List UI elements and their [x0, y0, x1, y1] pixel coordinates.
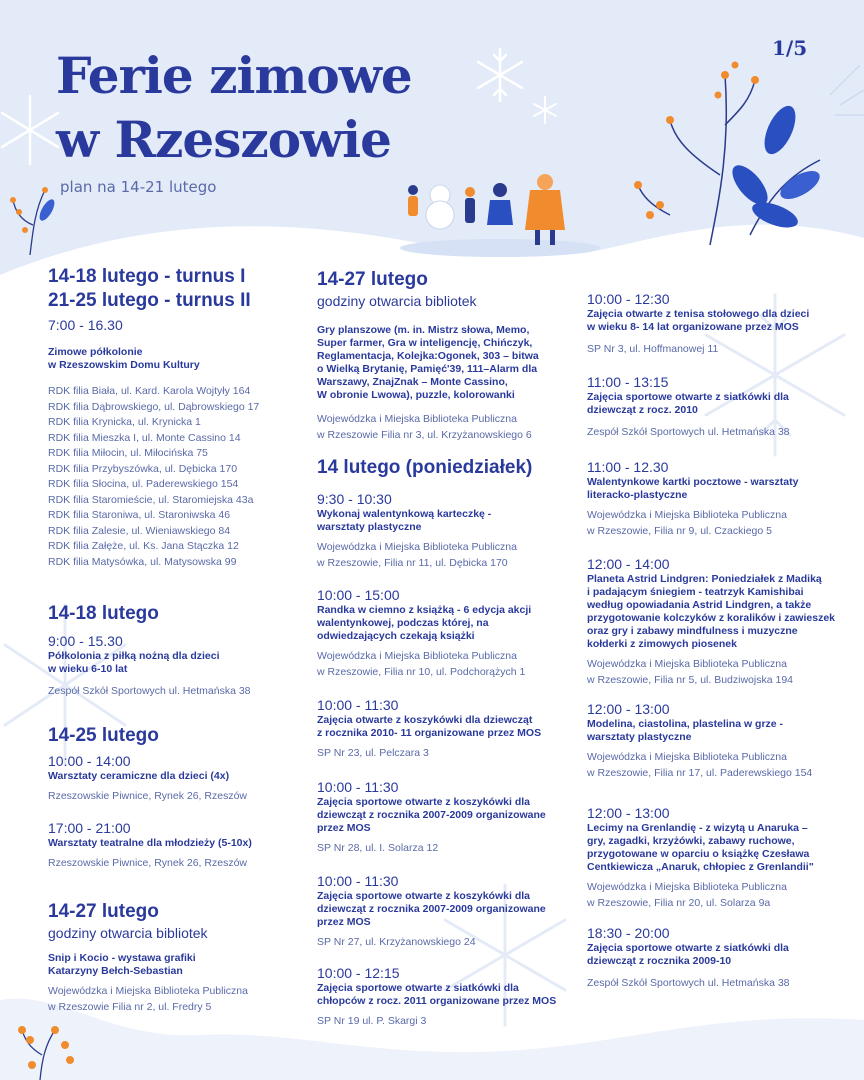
snowflake-icon [530, 95, 560, 125]
winter-plant-icon [630, 55, 864, 255]
section-heading: 14 lutego (poniedziałek) [317, 457, 533, 478]
event-title: Warszawy, ZnajZnak – Monte Cassino, [317, 376, 508, 388]
event-title: według opowiadania Astrid Lindgren, a także [587, 599, 812, 611]
event-time: 11:00 - 13:15 [587, 374, 669, 390]
event-title: przez MOS [317, 916, 371, 928]
event-title: przez MOS [317, 822, 371, 834]
event-title: Gry planszowe (m. in. Mistrz słowa, Memo, [317, 324, 530, 336]
venue-list [48, 384, 298, 570]
event-title: Zajęcia sportowe otwarte z koszykówki dla [317, 890, 530, 902]
event-title: dziewcząt z rocznika 2007-2009 organizowane [317, 809, 546, 821]
snowflake-icon [0, 90, 60, 170]
event-block [587, 555, 847, 688]
event-time: 9:00 - 15.30 [48, 633, 123, 649]
event-block [587, 373, 847, 441]
event-time: 9:30 - 10:30 [317, 491, 392, 507]
event-title: i padającym śniegiem - teatrzyk Kamishibai [587, 586, 804, 598]
event-venue: Wojewódzka i Miejska Biblioteka Publiczna [587, 509, 787, 521]
event-title: Reglamentacja, Kolejka:Ogonek, 303 – bitwa [317, 350, 539, 362]
event-venue: w Rzeszowie, Filia nr 9, ul. Czackiego 5 [587, 524, 772, 537]
event-title: Super farmer, Gra w inteligencję, Chińczyk, [317, 337, 533, 349]
event-venue: SP Nr 19 ul. P. Skargi 3 [317, 1015, 427, 1027]
event-title: Półkolonia z piłką nożną dla dzieci [48, 650, 220, 662]
event-time: 11:00 - 12.30 [587, 459, 669, 475]
event-title: literacko-plastyczne [587, 489, 688, 501]
event-title: warsztaty plastyczne [317, 521, 422, 533]
event-title: oraz gry i zabawy mindfulness i muzyczne [587, 625, 798, 637]
event-title: dziewcząt z rocz. 2010 [587, 404, 698, 416]
event-block [317, 490, 567, 571]
event-title: o Wielką Brytanię, Pamięć'39, 111–Alarm dla [317, 363, 538, 375]
section-heading: 14-27 lutego [317, 269, 428, 290]
event-block [317, 964, 567, 1030]
event-time: 7:00 - 16.30 [48, 317, 123, 333]
event-time: 12:00 - 13:00 [587, 805, 670, 821]
event-title: chłopców z rocz. 2011 organizowane przez MOS [317, 995, 557, 1007]
event-venue: Wojewódzka i Miejska Biblioteka Publiczna [48, 985, 248, 997]
event-title: Zimowe półkolonie [48, 346, 143, 358]
event-title: Zajęcia sportowe otwarte z siatkówki dla [587, 942, 789, 954]
event-block [317, 872, 567, 951]
event-venue: Wojewódzka i Miejska Biblioteka Publiczna [317, 650, 517, 662]
winter-plant-icon [5, 180, 60, 255]
event-title: Warsztaty ceramiczne dla dzieci (4x) [48, 770, 230, 782]
event-venue: Wojewódzka i Miejska Biblioteka Publiczna [587, 658, 787, 670]
event-block [587, 700, 847, 781]
event-title: kołderki z zimowych piosenek [587, 638, 737, 650]
event-time: 12:00 - 14:00 [587, 556, 670, 572]
event-title: Zajęcia sportowe otwarte z siatkówki dla [587, 391, 789, 403]
event-title: Centkiewicza „Anaruk, chłopiec z Grenlandii" [587, 861, 814, 873]
event-time: 17:00 - 21:00 [48, 819, 131, 836]
event-venue: SP Nr 3, ul. Hoffmanowej 11 [587, 343, 719, 355]
event-title: Warsztaty teatralne dla młodzieży (5-10x) [48, 836, 252, 849]
event-block [587, 458, 847, 539]
event-title: gry, zagadki, krzyżówki, zabawy ruchowe, [587, 835, 795, 847]
venue-item: RDK filia Słocina, ul. Paderewskiego 154 [48, 478, 239, 490]
event-title: Modelina, ciastolina, plastelina w grze - [587, 718, 784, 730]
section-subheading: godziny otwarcia bibliotek [48, 925, 208, 941]
event-venue: Wojewódzka i Miejska Biblioteka Publiczna [587, 881, 787, 893]
event-time: 10:00 - 15:00 [317, 587, 400, 603]
event-time: 10:00 - 12:30 [587, 291, 670, 307]
event-venue: w Rzeszowie, Filia nr 20, ul. Solarza 9a [587, 896, 771, 909]
event-venue: Rzeszowskie Piwnice, Rynek 26, Rzeszów [48, 856, 247, 869]
event-title: przygotowane w oparciu o książkę Czesława [587, 848, 810, 860]
event-block [587, 924, 847, 992]
event-title: Katarzyny Bełch-Sebastian [48, 965, 183, 977]
event-title: dziewcząt z rocznika 2009-10 [587, 955, 732, 967]
column-1-section-3 [48, 724, 298, 871]
snowflake-icon [470, 45, 530, 105]
title-line-1: Ferie zimowe [56, 46, 412, 105]
event-time: 10:00 - 11:30 [317, 697, 399, 713]
page-subtitle: plan na 14-21 lutego [60, 178, 217, 196]
event-title: odwiedzających czekają książki [317, 630, 475, 642]
winter-plant-icon [10, 1010, 80, 1080]
event-title: walentynkowej, podczas której, na [317, 617, 489, 629]
column-1-section-2 [48, 602, 298, 700]
event-venue: Wojewódzka i Miejska Biblioteka Publiczna [317, 541, 517, 553]
column-1 [48, 265, 298, 570]
event-venue: SP Nr 27, ul. Krzyżanowskiego 24 [317, 936, 476, 948]
event-title: Lecimy na Grenlandię - z wizytą u Anaruka – [587, 822, 808, 834]
event-venue: Wojewódzka i Miejska Biblioteka Publiczna [317, 413, 517, 425]
event-venue: w Rzeszowie, Filia nr 5, ul. Budziwojska 194 [587, 673, 794, 686]
venue-item: RDK filia Miłocin, ul. Miłocińska 75 [48, 447, 208, 459]
event-time: 18:30 - 20:00 [587, 925, 670, 941]
event-title: Walentynkowe kartki pocztowe - warsztaty [587, 476, 799, 488]
section-heading: 14-27 lutego [48, 901, 159, 922]
event-title: Randka w ciemno z książką - 6 edycja akcji [317, 604, 532, 616]
section-heading: 21-25 lutego - turnus II [48, 290, 251, 311]
venue-item: RDK filia Krynicka, ul. Krynicka 1 [48, 416, 201, 428]
event-block [587, 290, 847, 358]
event-title: Zajęcia otwarte z tenisa stołowego dla dzieci [587, 308, 810, 320]
section-heading: 14-25 lutego [48, 725, 159, 746]
venue-item: RDK filia Matysówka, ul. Matysowska 99 [48, 555, 237, 568]
event-title: w wieku 8- 14 lat organizowane przez MOS [587, 321, 799, 333]
event-title: z rocznika 2010- 11 organizowane przez MOS [317, 727, 542, 739]
event-venue: w Rzeszowie, Filia nr 10, ul. Podchorążych 1 [317, 665, 526, 678]
event-venue: Wojewódzka i Miejska Biblioteka Publiczna [587, 751, 787, 763]
title-line-2: w Rzeszowie [56, 110, 391, 169]
venue-item: RDK filia Załęże, ul. Ks. Jana Stączka 12 [48, 540, 239, 552]
event-time: 10:00 - 14:00 [48, 753, 131, 769]
event-venue: w Rzeszowie Filia nr 2, ul. Fredry 5 [48, 1000, 212, 1013]
event-title: Planeta Astrid Lindgren: Poniedziałek z Madiką [587, 573, 822, 585]
section-heading: 14-18 lutego [48, 603, 159, 624]
event-venue: Zespół Szkół Sportowych ul. Hetmańska 38 [48, 685, 251, 697]
event-title: przygotowanie kolczyków z koralików i zawieszek [587, 612, 835, 624]
event-venue: w Rzeszowie, Filia nr 17, ul. Paderewskiego 154 [587, 766, 813, 779]
venue-item: RDK filia Staroniwa, ul. Staroniwska 46 [48, 509, 231, 521]
event-venue: SP Nr 28, ul. I. Solarza 12 [317, 842, 439, 854]
event-venue: SP Nr 23, ul. Pelczara 3 [317, 747, 429, 759]
column-1-section-4 [48, 900, 298, 1015]
event-time: 10:00 - 11:30 [317, 779, 399, 795]
section-heading: 14-18 lutego - turnus I [48, 266, 246, 287]
venue-item: RDK filia Biała, ul. Kard. Karola Wojtyły 164 [48, 385, 251, 397]
event-block [317, 586, 567, 680]
page-title [56, 44, 412, 172]
event-time: 10:00 - 12:15 [317, 965, 400, 981]
event-title: w wieku 6-10 lat [48, 663, 128, 675]
event-title: warsztaty plastyczne [587, 731, 692, 743]
event-venue: w Rzeszowie Filia nr 3, ul. Krzyżanowskiego 6 [317, 428, 532, 441]
page-number: 1/5 [772, 36, 808, 60]
event-title: Zajęcia otwarte z koszykówki dla dziewcząt [317, 714, 533, 726]
event-venue: Zespół Szkół Sportowych ul. Hetmańska 38 [587, 426, 790, 438]
venue-item: RDK filia Mieszka I, ul. Monte Cassino 14 [48, 431, 241, 444]
event-block [587, 804, 847, 911]
event-time: 10:00 - 11:30 [317, 873, 399, 889]
venue-item: RDK filia Staromieście, ul. Staromiejska 43a [48, 493, 254, 506]
venue-item: RDK filia Przybyszówka, ul. Dębicka 170 [48, 462, 238, 475]
skating-family-illustration [395, 170, 605, 260]
event-title: Snip i Kocio - wystawa grafiki [48, 952, 196, 964]
event-block [317, 778, 567, 857]
event-title: dziewcząt z rocznika 2007-2009 organizowane [317, 903, 546, 915]
event-block [317, 696, 567, 762]
event-time: 12:00 - 13:00 [587, 701, 670, 717]
event-venue: Zespół Szkół Sportowych ul. Hetmańska 38 [587, 977, 790, 989]
event-title: Zajęcia sportowe otwarte z koszykówki dla [317, 796, 530, 808]
section-subheading: godziny otwarcia bibliotek [317, 293, 477, 309]
column-2-section-1 [317, 268, 567, 443]
venue-item: RDK filia Zalesie, ul. Wieniawskiego 84 [48, 524, 231, 537]
event-title: Zajęcia sportowe otwarte z siatkówki dla [317, 982, 519, 994]
event-title: W obronie Lwowa), puzzle, kolorowanki [317, 389, 515, 401]
event-title: Wykonaj walentynkową karteczkę - [317, 508, 492, 520]
event-venue: Rzeszowskie Piwnice, Rynek 26, Rzeszów [48, 790, 247, 802]
event-title: w Rzeszowskim Domu Kultury [48, 359, 200, 371]
venue-item: RDK filia Dąbrowskiego, ul. Dąbrowskiego 17 [48, 400, 260, 413]
event-venue: w Rzeszowie, Filia nr 11, ul. Dębicka 170 [317, 556, 508, 569]
